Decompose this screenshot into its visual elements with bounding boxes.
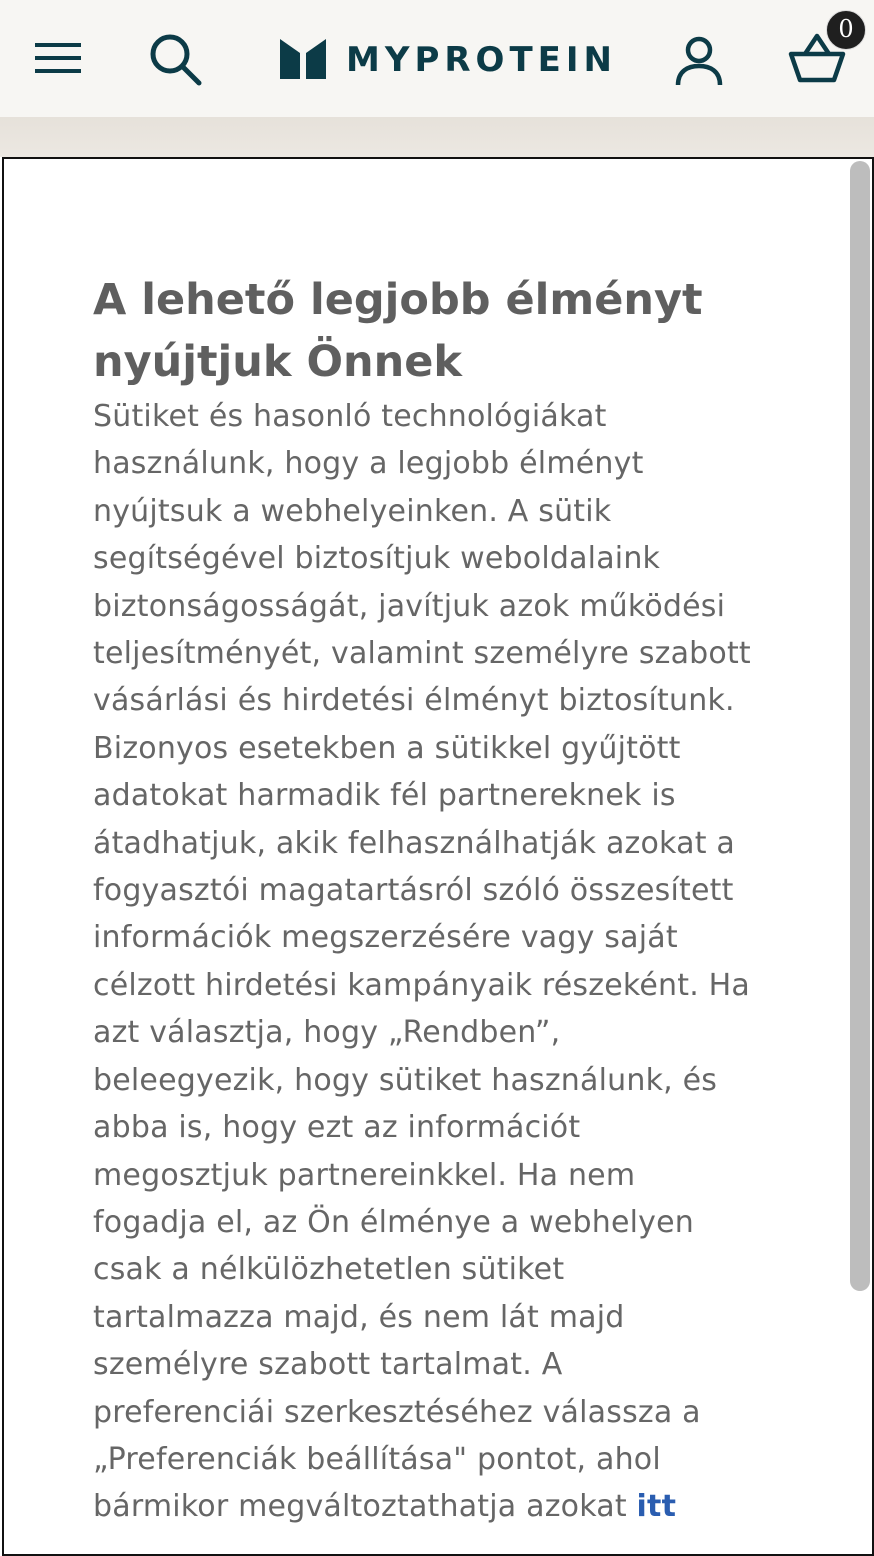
search-icon xyxy=(146,30,204,88)
modal-scrollbar[interactable] xyxy=(850,161,870,1291)
account-button[interactable] xyxy=(670,32,728,90)
menu-button[interactable] xyxy=(30,32,86,84)
account-icon xyxy=(674,35,724,87)
cookie-modal-title: A lehető legjobb élményt nyújtjuk Önnek xyxy=(93,275,703,387)
basket-count-badge: 0 xyxy=(826,10,866,50)
cookie-policy-link[interactable]: itt xyxy=(636,1489,677,1525)
search-button[interactable] xyxy=(144,28,206,90)
myprotein-logo-icon xyxy=(280,39,326,79)
myprotein-logo[interactable] xyxy=(276,36,617,82)
site-header xyxy=(0,0,874,117)
cookie-modal-body: Sütiket és hasonló technológiákat használunk, hogy a legjobb élményt nyújtsuk a webhelyeinken. A sütik segítségével biztosítjuk weboldalaink biztonságosságát, javítjuk azok működési teljesítményét, valamint személyre szabott vásárlási és hirdetési élményt biztosítunk. Bizonyos esetekben a sütikkel gyűjtött adatokat harmadik fél partnereknek is átadhatjuk, akik felhasználhatják azokat a fogyasztói magatartásról szóló összesített információk megszerzésére vagy saját célzott hirdetési kampányaik részeként. Ha azt választja, hogy „Rendben”, beleegyezik, hogy sütiket használunk, és abba is, hogy ezt az információt megosztjuk partnereinkkel. Ha nem fogadja el, az Ön élménye a webhelyen csak a nélkülözhetetlen sütiket tartalmazza majd, és nem lát majd személyre szabott tartalmat. A preferenciái szerkesztéséhez válassza a „Preferenciák beállítása" pontot, ahol bármikor megváltoztathatja azokat xyxy=(93,399,751,1525)
hamburger-menu-icon xyxy=(35,41,81,75)
header-backdrop xyxy=(0,117,874,157)
logo-text: MYPROTEIN xyxy=(346,40,617,80)
cookie-consent-modal xyxy=(2,157,874,1556)
cookie-modal-text xyxy=(93,393,753,1531)
